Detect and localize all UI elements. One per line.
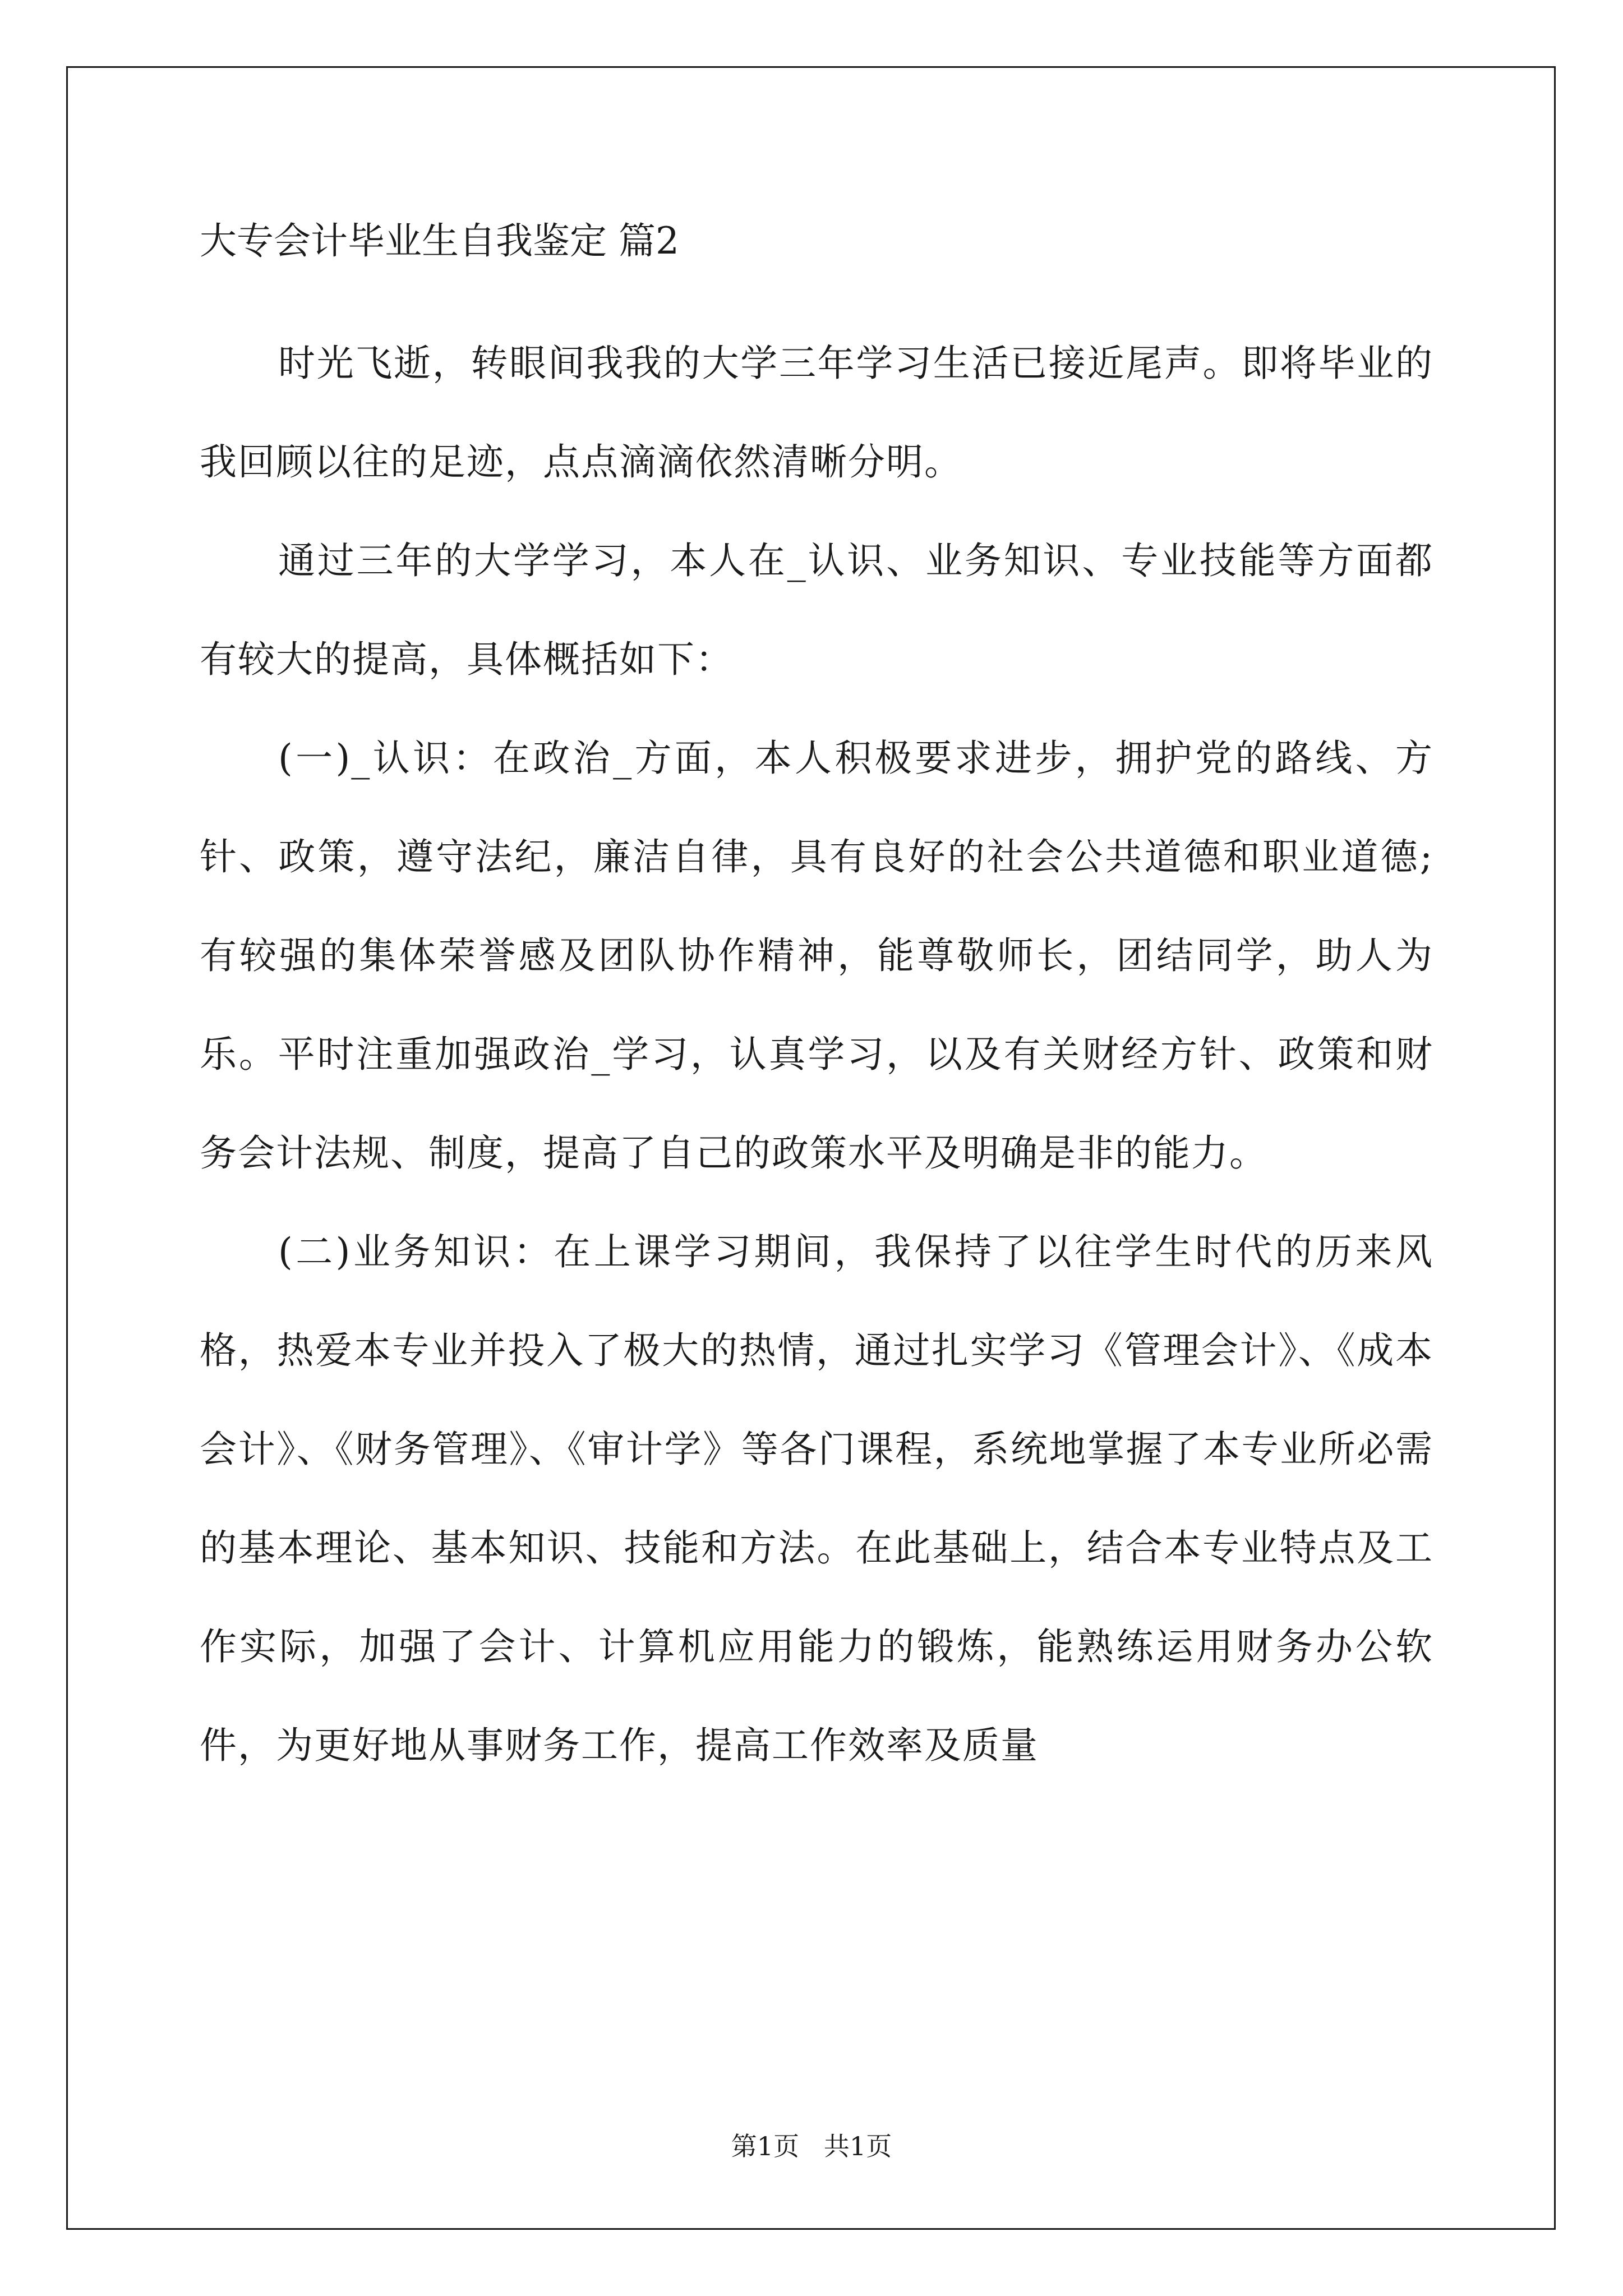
paragraph-ideology: (一)_认识：在政治_方面，本人积极要求进步，拥护党的路线、方针、政策，遵守法纪，廉洁自律，具有良好的社会公共道德和职业道德;有较强的集体荣誉感及团队协作精神，能尊敬师长，团结同学，助人为乐。平时注重加强政治_学习，认真学习，以及有关财经方针、政策和财务会计法规、制度，提高了自己的政策水平及明确是非的能力。: [200, 737, 1433, 1175]
paragraph-summary: 通过三年的大学学习，本人在_认识、业务知识、专业技能等方面都有较大的提高，具体概括如下：: [200, 539, 1433, 681]
paragraph-intro: 时光飞逝，转眼间我我的大学三年学习生活已接近尾声。即将毕业的我回顾以往的足迹，点点滴滴依然清晰分明。: [200, 342, 1433, 484]
page-number-footer: 第1页 共1页: [731, 2131, 892, 2161]
document-body: [200, 213, 1433, 1795]
document-title: 大专会计毕业生自我鉴定 篇2: [200, 219, 679, 263]
paragraph-business-knowledge: (二)业务知识：在上课学习期间，我保持了以往学生时代的历来风格，热爱本专业并投入了极大的热情，通过扎实学习《管理会计》、《成本会计》、《财务管理》、《审计学》等各门课程，系统地掌握了本专业所必需的基本理论、基本知识、技能和方法。在此基础上，结合本专业特点及工作实际，加强了会计、计算机应用能力的锻炼，能熟练运用财务办公软件，为更好地从事财务工作，提高工作效率及质量: [200, 1230, 1433, 1767]
